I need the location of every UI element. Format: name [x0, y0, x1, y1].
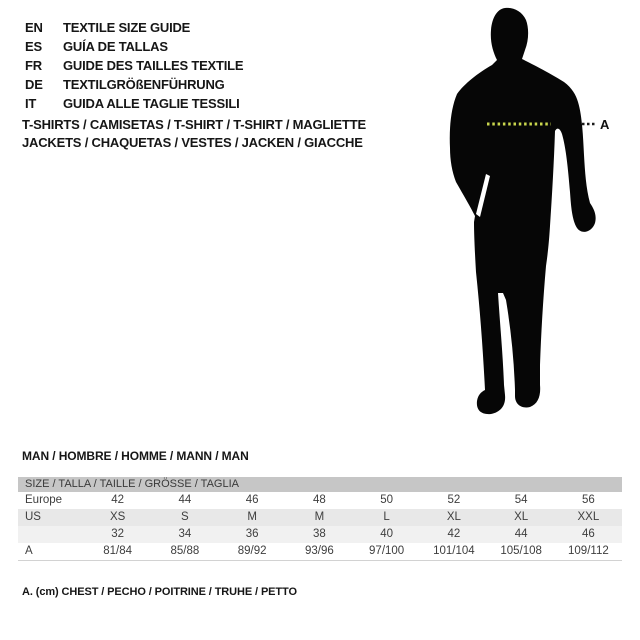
- language-row: [25, 56, 243, 75]
- row-label: A: [25, 545, 33, 557]
- category-list: [22, 116, 366, 152]
- table-cell: 81/84: [103, 545, 133, 557]
- language-label: GUIDA ALLE TAGLIE TESSILI: [63, 96, 240, 111]
- language-code: EN: [25, 20, 43, 35]
- table-cell: 52: [447, 494, 461, 506]
- category-line: JACKETS / CHAQUETAS / VESTES / JACKEN / GIACCHE: [22, 135, 363, 150]
- footnote: A. (cm) CHEST / PECHO / POITRINE / TRUHE / PETTO: [22, 586, 297, 598]
- language-row: [25, 37, 243, 56]
- table-cell: 46: [581, 528, 595, 540]
- size-table-body: [18, 492, 622, 560]
- language-label: TEXTILGRÖßENFÜHRUNG: [63, 77, 225, 92]
- table-cell: 34: [178, 528, 192, 540]
- table-cell: 56: [581, 494, 595, 506]
- table-cell: 109/112: [568, 545, 609, 557]
- man-silhouette: [430, 0, 640, 450]
- language-code: IT: [25, 96, 37, 111]
- table-cell: 89/92: [237, 545, 267, 557]
- table-row: [18, 492, 622, 509]
- row-label: US: [25, 511, 41, 523]
- table-cell: M: [314, 511, 325, 523]
- table-cell: 93/96: [304, 545, 334, 557]
- language-code: ES: [25, 39, 42, 54]
- table-cell: 44: [178, 494, 192, 506]
- table-cell: 42: [111, 494, 125, 506]
- silhouette-body-icon: [450, 8, 596, 414]
- table-row: [18, 543, 622, 560]
- table-cell: 32: [111, 528, 125, 540]
- measurement-label-a: A: [600, 117, 610, 132]
- language-label: GUÍA DE TALLAS: [63, 39, 168, 54]
- table-cell: 97/100: [369, 545, 405, 557]
- table-cell: XL: [446, 511, 461, 523]
- table-row: [18, 526, 622, 543]
- language-row: [25, 94, 243, 113]
- table-cell: M: [247, 511, 257, 523]
- language-row: [25, 18, 243, 37]
- row-label: Europe: [25, 494, 63, 506]
- table-cell: XS: [109, 511, 126, 523]
- table-cell: 44: [514, 528, 528, 540]
- language-code: FR: [25, 58, 42, 73]
- language-list: [25, 18, 243, 113]
- table-cell: 101/104: [433, 545, 475, 557]
- table-cell: XL: [514, 511, 529, 523]
- table-cell: L: [383, 511, 390, 523]
- table-cell: 50: [380, 494, 394, 506]
- size-table: [18, 477, 622, 561]
- table-cell: 38: [312, 528, 326, 540]
- table-cell: 54: [514, 494, 528, 506]
- table-cell: S: [181, 511, 189, 523]
- row-label: [18, 526, 84, 543]
- table-row: [18, 509, 622, 526]
- table-cell: 48: [312, 494, 326, 506]
- table-cell: 46: [245, 494, 259, 506]
- category-line: T-SHIRTS / CAMISETAS / T-SHIRT / T-SHIRT / MAGLIETTE: [22, 117, 366, 132]
- size-table-header: SIZE / TALLA / TAILLE / GRÖSSE / TAGLIA: [18, 477, 622, 492]
- language-code: DE: [25, 77, 43, 92]
- table-cell: 85/88: [170, 545, 200, 557]
- table-cell: 40: [380, 528, 394, 540]
- table-cell: XXL: [577, 511, 600, 523]
- table-cell: 36: [245, 528, 259, 540]
- table-cell: 42: [447, 528, 461, 540]
- language-label: GUIDE DES TAILLES TEXTILE: [63, 58, 244, 73]
- language-row: [25, 75, 243, 94]
- table-cell: 105/108: [500, 545, 542, 557]
- language-label: TEXTILE SIZE GUIDE: [63, 20, 191, 35]
- section-title: MAN / HOMBRE / HOMME / MANN / MAN: [22, 449, 249, 463]
